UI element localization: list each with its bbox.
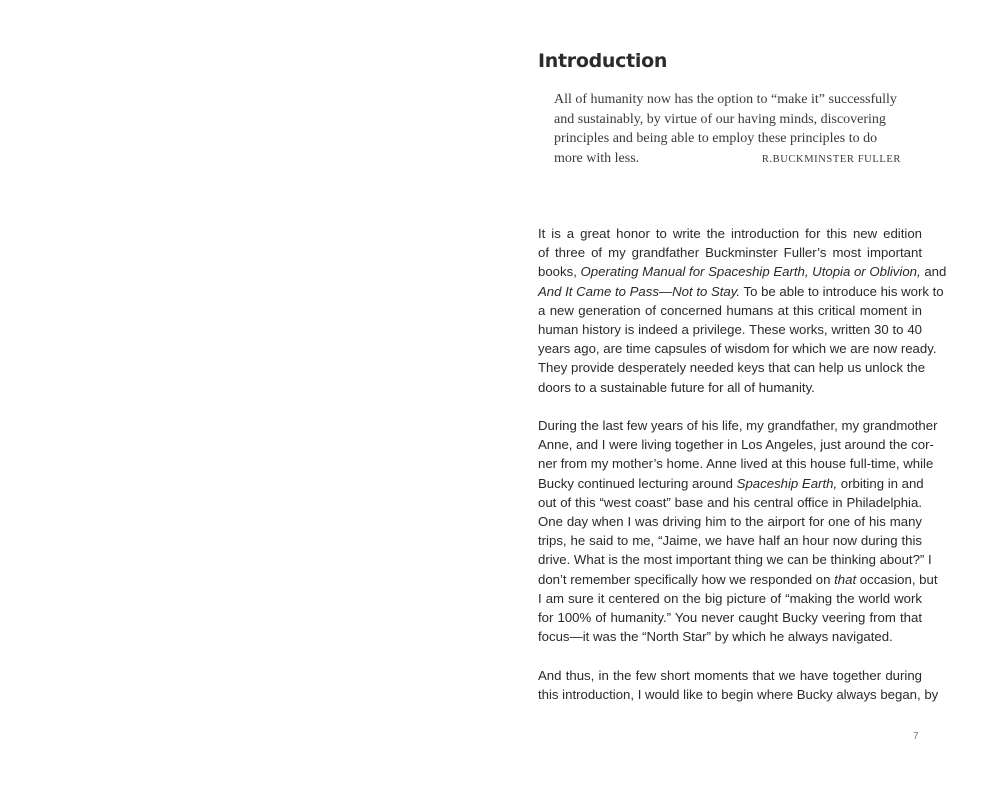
text-line: trips, he said to me, “Jaime, we have half an hour now during this	[538, 533, 922, 549]
text-segment: books,	[538, 264, 581, 280]
epigraph-attribution: R.BUCKMINSTER FULLER	[761, 153, 901, 165]
paragraph-3	[538, 666, 939, 704]
text-line: years ago, are time capsules of wisdom for which we are now ready.	[538, 341, 937, 357]
paragraph-1	[538, 224, 947, 397]
text-line: And thus, in the few short moments that we have together during	[538, 667, 922, 683]
text-segment: orbiting in and	[837, 475, 924, 491]
text-segment: and	[920, 264, 947, 280]
text-line	[538, 570, 938, 589]
text-line: It is a great honor to write the introduction for this new edition	[538, 226, 922, 241]
right-page	[538, 0, 947, 794]
text-line: ner from my mother’s home. Anne lived at this house full-time, while	[538, 456, 934, 472]
text-line: this introduction, I would like to begin where Bucky always began, by	[538, 686, 939, 702]
text-line: out of this “west coast” base and his central office in Philadelphia.	[538, 494, 922, 510]
text-line	[538, 282, 944, 301]
text-line: for 100% of humanity.” You never caught Bucky veering from that	[538, 610, 922, 626]
body-text	[538, 224, 947, 723]
epigraph-quote	[554, 90, 904, 169]
text-line	[538, 474, 922, 493]
emphasis-italic: that	[834, 571, 857, 587]
text-line: One day when I was driving him to the airport for one of his many	[538, 514, 922, 530]
epigraph-line: more with less.	[554, 150, 640, 166]
text-line	[538, 262, 947, 281]
epigraph-line: and sustainably, by virtue of our having minds, discovering	[554, 111, 886, 127]
text-segment: don’t remember specifically how we responded on	[538, 571, 835, 587]
text-line: doors to a sustainable future for all of humanity.	[538, 379, 815, 395]
book-title-italic: And It Came to Pass—Not to Stay.	[538, 283, 741, 299]
text-line: I am sure it centered on the big picture of “making the world work	[538, 590, 922, 606]
text-line: human history is indeed a privilege. These works, written 30 to 40	[538, 322, 922, 338]
text-segment: Bucky continued lecturing around	[538, 475, 737, 491]
chapter-title: Introduction	[538, 50, 668, 72]
epigraph-line: principles and being able to employ these principles to do	[554, 131, 878, 146]
text-line: focus—it was the “North Star” by which he always navigated.	[538, 629, 893, 645]
text-line: Anne, and I were living together in Los Angeles, just around the cor-	[538, 437, 934, 453]
text-line: a new generation of concerned humans at this critical moment in	[538, 302, 922, 318]
text-line: drive. What is the most important thing we can be thinking about?” I	[538, 552, 932, 568]
paragraph-2	[538, 416, 938, 646]
text-segment: To be able to introduce his work to	[740, 283, 944, 299]
text-line: During the last few years of his life, my grandfather, my grandmother	[538, 418, 938, 434]
page-number: 7	[913, 731, 919, 742]
epigraph-line-last	[554, 149, 901, 170]
text-line: of three of my grandfather Buckminster Fuller’s most important	[538, 245, 922, 261]
book-title-italic: Operating Manual for Spaceship Earth, Utopia or Oblivion,	[580, 264, 921, 280]
book-title-italic: Spaceship Earth,	[736, 475, 838, 491]
epigraph-line: All of humanity now has the option to “make it” successfully	[554, 92, 897, 107]
text-segment: occasion, but	[856, 571, 938, 587]
text-line: They provide desperately needed keys that can help us unlock the	[538, 360, 926, 376]
